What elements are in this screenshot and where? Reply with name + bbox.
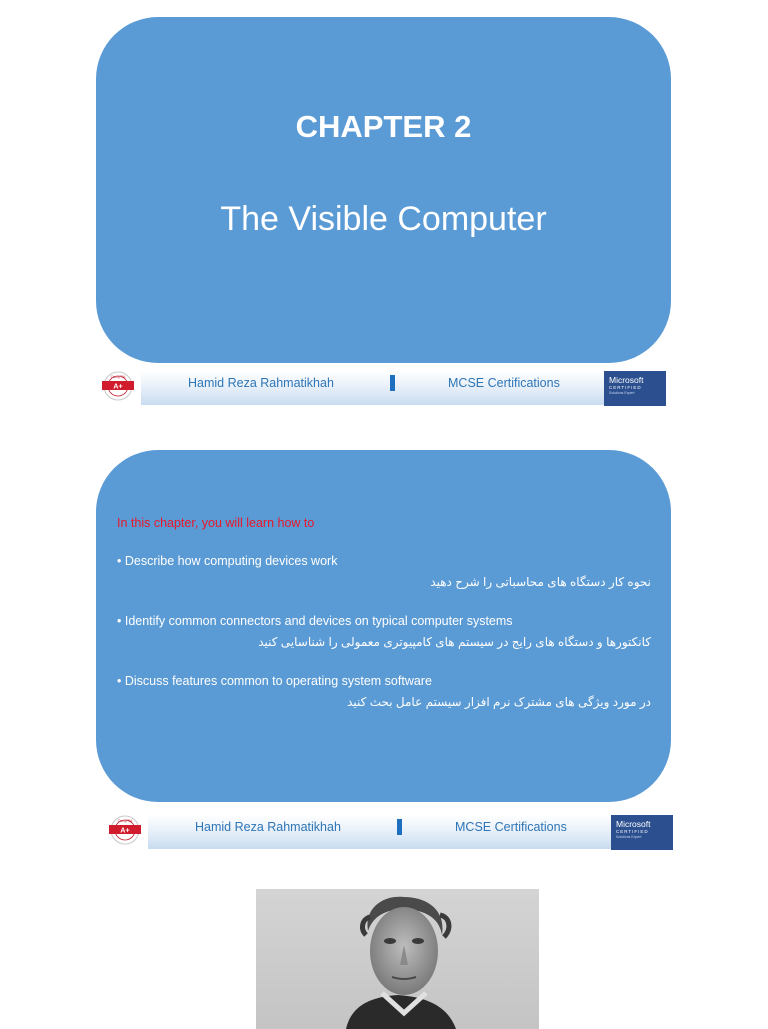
objective-item-fa: در مورد ویژگی های مشترک نرم افزار سیستم عامل بحث کنید bbox=[347, 695, 651, 709]
slide-footer-banner bbox=[107, 815, 673, 849]
objectives-slide bbox=[96, 450, 671, 802]
chapter-title: The Visible Computer bbox=[220, 200, 547, 238]
author-name: Hamid Reza Rahmatikhah bbox=[188, 376, 334, 390]
chapter-heading: CHAPTER 2 bbox=[295, 109, 472, 144]
objective-item-en: • Describe how computing devices work bbox=[117, 554, 338, 568]
objectives-intro: In this chapter, you will learn how to bbox=[117, 516, 315, 530]
objective-item-fa: کانکتورها و دستگاه های رایج در سیستم های کامپیوتری معمولی را شناسایی کنید bbox=[258, 635, 651, 649]
title-slide bbox=[96, 17, 671, 363]
objective-item-en: • Identify common connectors and devices on typical computer systems bbox=[117, 614, 513, 628]
footer-separator bbox=[397, 819, 402, 835]
microsoft-certified-logo: Microsoft CERTIFIED Solutions Expert bbox=[611, 815, 673, 850]
objective-item-en: • Discuss features common to operating system software bbox=[117, 674, 432, 688]
comptia-a-plus-logo bbox=[107, 815, 143, 845]
portrait-illustration bbox=[256, 889, 539, 1029]
slide-footer-banner bbox=[100, 371, 666, 405]
footer-separator bbox=[390, 375, 395, 391]
comptia-a-plus-logo bbox=[100, 371, 136, 401]
portrait-photo bbox=[256, 889, 539, 1029]
certification-label: MCSE Certifications bbox=[448, 376, 560, 390]
comptia-badge-text: A+ bbox=[120, 827, 130, 835]
certification-label: MCSE Certifications bbox=[455, 820, 567, 834]
microsoft-certified-logo: Microsoft CERTIFIED Solutions Expert bbox=[604, 371, 666, 406]
comptia-badge-text: A+ bbox=[113, 383, 123, 391]
comptia-badge-top-text: CompTIA bbox=[110, 375, 126, 379]
comptia-badge-top-text: CompTIA bbox=[117, 819, 133, 823]
author-name: Hamid Reza Rahmatikhah bbox=[195, 820, 341, 834]
objective-item-fa: نحوه کار دستگاه های محاسباتی را شرح دهید bbox=[430, 575, 651, 589]
